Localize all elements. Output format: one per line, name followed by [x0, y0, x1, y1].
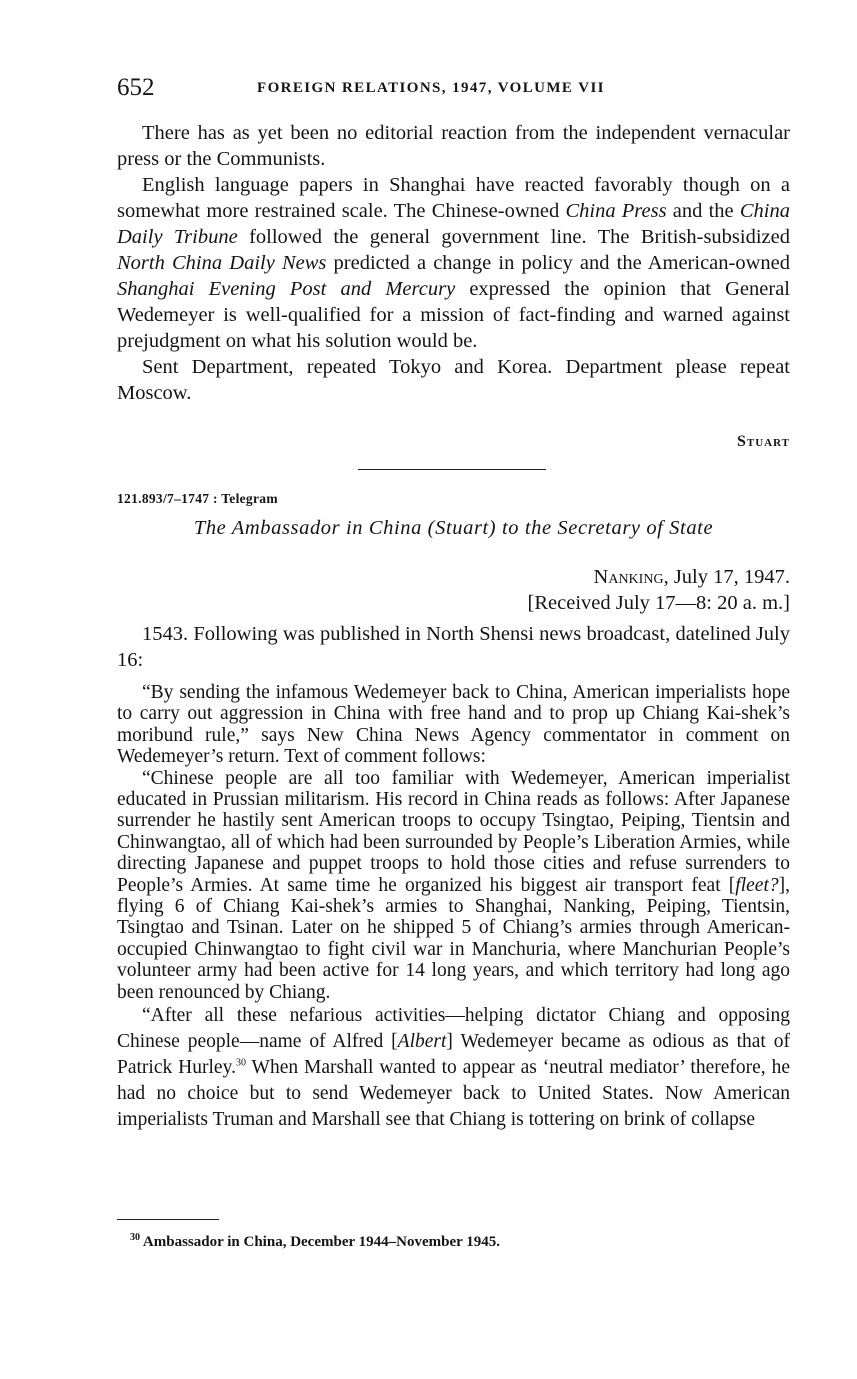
newspaper-title: Shanghai Evening Post and Mercury	[117, 278, 456, 300]
text-run: predicted a change in policy and the American-owned	[326, 252, 790, 274]
newspaper-title: North China Daily News	[117, 252, 327, 274]
paragraph	[117, 172, 790, 354]
text-run: “Chinese people are all too familiar with Wedemeyer, American imperialist educated in Prussian militarism. His record in China reads as follows: After Japanese surrender he hastily sent American troops to occupy Tsingtao, Peiping, Tientsin and Chinwangtao, all of which had been surrounded by People’s Liberation Armies, while directing Japanese and puppet troops to hold those cities and refuse surrenders to People’s Armies. At same time he organized his biggest air transport feat [	[117, 767, 790, 896]
footnote-text: Ambassador in China, December 1944–November 1945.	[140, 1234, 500, 1250]
dateline	[117, 566, 790, 589]
preceding-telegram-text	[117, 120, 790, 406]
dateline-place: Nanking	[593, 566, 664, 588]
dateline-date: , July 17, 1947.	[663, 566, 790, 588]
text-run: expressed the opinion that General Wedemeyer is well-qualified for a mission of fact-finding and warned against prejudgment on what his solution would be.	[117, 278, 791, 352]
page-header	[117, 74, 790, 108]
text-run: “After all these nefarious activities—helping dictator Chiang and opposing Chinese people—name of Alfred [	[117, 1005, 790, 1053]
text-run: ] Wedemeyer became as odious as that of Patrick Hurley.	[117, 1031, 790, 1079]
section-divider	[358, 469, 546, 470]
document-id: 121.893/7–1747 : Telegram	[117, 491, 278, 506]
signature: Stuart	[736, 433, 790, 450]
newspaper-title: China Daily Tribune	[117, 200, 790, 248]
text-run: When Marshall wanted to appear as ‘neutral mediator’ therefore, he had no choice but to send Wedemeyer back to United States. Now American imperialists Truman and Marshall see that Chiang is tottering on brink of collapse	[117, 1057, 790, 1131]
paragraph: There has as yet been no editorial reaction from the independent vernacular press or the Communists.	[117, 122, 790, 170]
running-head: FOREIGN RELATIONS, 1947, VOLUME VII	[257, 80, 605, 96]
footnote-rule	[117, 1219, 219, 1220]
text-run: followed the general government line. The British-subsidized	[237, 226, 791, 248]
footnote-number: 30	[130, 1232, 140, 1243]
quote-paragraph	[117, 1003, 790, 1133]
text-run: ], flying 6 of Chiang Kai-shek’s armies to Shanghai, Nanking, Peiping, Tientsin, Tsingtao and Tsinan. Later on he shipped 5 of Chiang’s armies through American-occupied Chinwangtao to fight civil war in Manchuria, where Manchurian People’s volunteer army had been active for 14 long years, and which territory had long ago been renounced by Chiang.	[117, 874, 790, 1003]
telegram-intro	[117, 621, 790, 673]
newspaper-title: China Press	[565, 200, 667, 222]
received-line: [Received July 17—8: 20 a. m.]	[527, 592, 790, 614]
text-run: English language papers in Shanghai have reacted favorably though on a somewhat more restrained scale. The Chinese-owned	[117, 174, 790, 222]
editorial-insertion: fleet?	[735, 874, 779, 896]
document-title: The Ambassador in China (Stuart) to the Secretary of State	[193, 517, 714, 539]
page-number: 652	[117, 74, 155, 101]
paragraph: Sent Department, repeated Tokyo and Korea. Department please repeat Moscow.	[117, 356, 790, 404]
footnote	[130, 1234, 500, 1251]
text-run: and the	[666, 200, 740, 222]
editorial-insertion: Albert	[397, 1031, 447, 1053]
quoted-broadcast	[117, 682, 790, 1133]
quote-paragraph	[117, 768, 790, 1003]
paragraph: 1543. Following was published in North Shensi news broadcast, datelined July 16:	[117, 623, 790, 671]
footnote-marker: 30	[235, 1057, 246, 1069]
quote-paragraph: “By sending the infamous Wedemeyer back to China, American imperialists hope to carry out aggression in China with free hand and to prop up Chiang Kai-shek’s moribund rule,” says New China News Agency commentator in comment on Wedemeyer’s return. Text of comment follows:	[117, 682, 790, 768]
